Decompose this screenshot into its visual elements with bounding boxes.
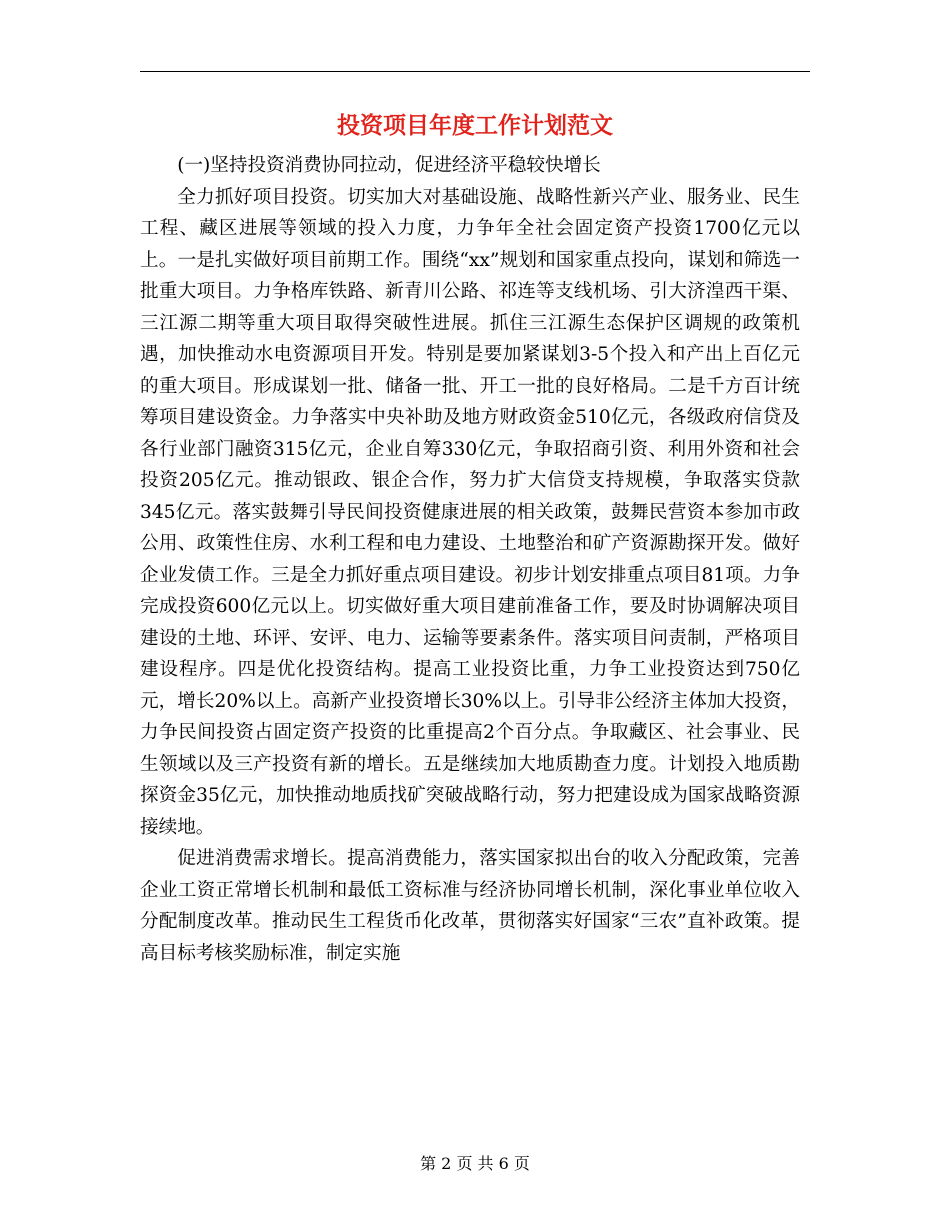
header-rule bbox=[140, 71, 810, 72]
document-body bbox=[140, 150, 800, 969]
section-heading: (一)坚持投资消费协同拉动，促进经济平稳较快增长 bbox=[177, 155, 601, 176]
paragraph: 全力抓好项目投资。切实加大对基础设施、战略性新兴产业、服务业、民生工程、藏区进展等领域的投入力度，力争年全社会固定资产投资1700亿元以上。一是扎实做好项目前期工作。围绕“xx”规划和国家重点投向，谋划和筛选一批重大项目。力争格库铁路、新青川公路、祁连等支线机场、引大济湟西干渠、三江源二期等重大项目取得突破性进展。抓住三江源生态保护区调规的政策机遇，加快推动水电资源项目开发。特别是要加紧谋划3-5个投入和产出上百亿元的重大项目。形成谋划一批、储备一批、开工一批的良好格局。二是千方百计统筹项目建设资金。力争落实中央补助及地方财政资金510亿元，各级政府信贷及各行业部门融资315亿元，企业自筹330亿元，争取招商引资、利用外资和社会投资205亿元。推动银政、银企合作，努力扩大信贷支持规模，争取落实贷款345亿元。落实鼓舞引导民间投资健康进展的相关政策，鼓舞民营资本参加市政公用、政策性住房、水利工程和电力建设、土地整治和矿产资源勘探开发。做好企业发债工作。三是全力抓好重点项目建设。初步计划安排重点项目81项。力争完成投资600亿元以上。切实做好重大项目建前准备工作，要及时协调解决项目建设的土地、环评、安评、电力、运输等要素条件。落实项目问责制，严格项目建设程序。四是优化投资结构。提高工业投资比重，力争工业投资达到750亿元，增长20%以上。高新产业投资增长30%以上。引导非公经济主体加大投资，力争民间投资占固定资产投资的比重提高2个百分点。争取藏区、社会事业、民生领域以及三产投资有新的增长。五是继续加大地质勘查力度。计划投入地质勘探资金35亿元，加快推动地质找矿突破战略行动，努力把建设成为国家战略资源接续地。 bbox=[140, 186, 800, 838]
document-title: 投资项目年度工作计划范文 bbox=[337, 112, 613, 139]
page-number: 第 2 页 共 6 页 bbox=[420, 1154, 530, 1173]
paragraph: 促进消费需求增长。提高消费能力，落实国家拟出台的收入分配政策，完善企业工资正常增长机制和最低工资标准与经济协同增长机制，深化事业单位收入分配制度改革。推动民生工程货币化改革，贯彻落实好国家“三农”直补政策。提高目标考核奖励标准，制定实施 bbox=[140, 848, 800, 964]
